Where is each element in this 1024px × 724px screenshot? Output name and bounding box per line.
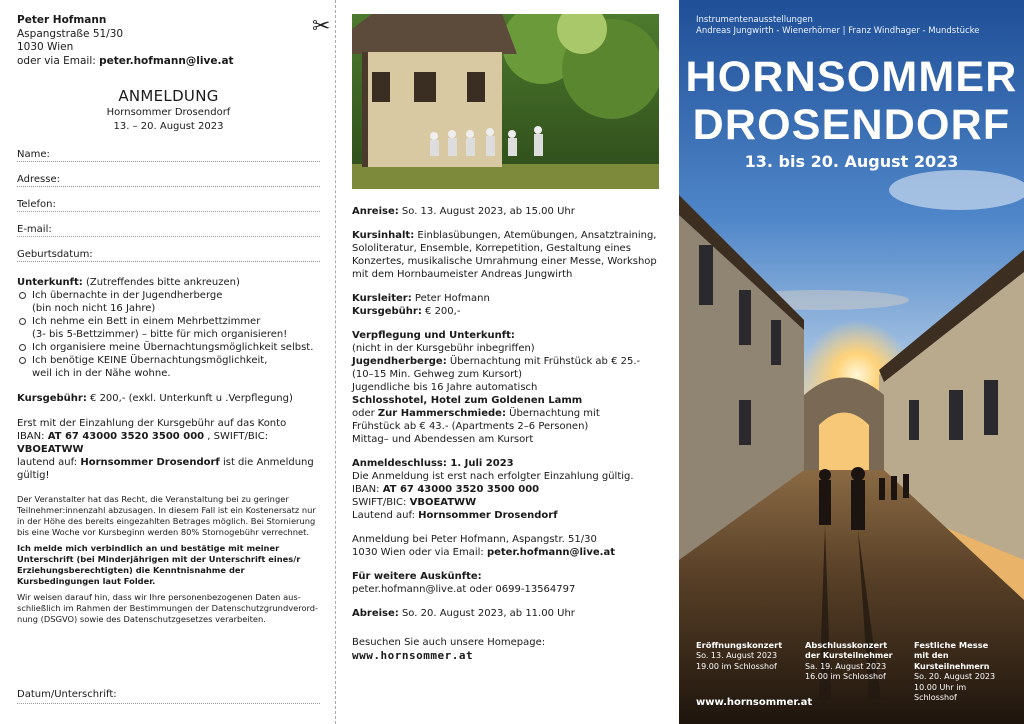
cover-url[interactable]: www.hornsommer.at bbox=[696, 697, 813, 708]
option-detail: weil ich in der Nähe wohne. bbox=[32, 368, 171, 380]
info-label: Für weitere Auskünfte: bbox=[352, 571, 482, 582]
cover-title-line2: DROSENDORF bbox=[692, 101, 1011, 149]
leader-fee bbox=[352, 292, 666, 318]
accommodation-option-none[interactable] bbox=[17, 354, 320, 380]
event-time: 19.00 im Schlosshof bbox=[696, 661, 777, 671]
option-label: Ich nehme ein Bett in einem Mehrbettzimmer bbox=[32, 316, 261, 328]
or-text: oder bbox=[352, 408, 378, 419]
exhibitions-text bbox=[696, 15, 979, 38]
iban-value: AT 67 43000 3520 3500 000 bbox=[47, 431, 205, 443]
event-title: Eröffnungskonzert bbox=[696, 640, 783, 650]
hammer-text2: Frühstück ab € 43.- (Apartments 2–6 Personen) bbox=[352, 421, 589, 432]
radio-icon[interactable] bbox=[19, 357, 26, 364]
cover-dates: 13. bis 20. August 2023 bbox=[744, 152, 959, 171]
event-subtitle: der Kursteilnehmer bbox=[805, 651, 893, 661]
contact-city: 1030 Wien bbox=[17, 41, 74, 54]
form-title: ANMELDUNG bbox=[118, 86, 219, 105]
departure-label: Abreise: bbox=[352, 608, 399, 619]
exhibitions-title: Instrumentenausstellungen bbox=[696, 15, 813, 25]
ensemble-photo bbox=[352, 14, 659, 189]
contact-street: Aspangstraße 51/30 bbox=[17, 27, 124, 40]
event-date: Sa. 19. August 2023 bbox=[805, 661, 887, 671]
form-fields bbox=[17, 147, 320, 262]
leader-text: Peter Hofmann bbox=[411, 293, 490, 304]
board-label: Verpflegung und Unterkunft: bbox=[352, 330, 515, 341]
cover-title-line1: HORNSOMMER bbox=[685, 53, 1018, 101]
event-time: 10.00 Uhr im Schlosshof bbox=[914, 682, 967, 702]
course-content bbox=[352, 229, 666, 281]
register-prefix: 1030 Wien oder via Email: bbox=[352, 547, 487, 558]
scissors-icon: ✂ bbox=[312, 14, 331, 39]
cut-line bbox=[335, 0, 336, 724]
account-holder: Hornsommer Drosendorf bbox=[418, 510, 558, 521]
contact-email[interactable]: peter.hofmann@live.at bbox=[99, 54, 234, 67]
departure-text: So. 20. August 2023, ab 11.00 Uhr bbox=[398, 608, 575, 619]
privacy-notice: Wir weisen darauf hin, dass wir Ihre personenbezogenen Daten aus-schließlich im Rahmen der Bestimmungen der Datenschutzgrundverord-nung (DSGVO) sowie des Datenschutzgesetzes verarbeiten. bbox=[17, 592, 319, 625]
departure-info bbox=[352, 607, 666, 620]
meals-text: Mittag– und Abendessen am Kursort bbox=[352, 434, 534, 445]
deadline-text: Die Anmeldung ist erst nach erfolgter Einzahlung gültig. bbox=[352, 471, 634, 482]
signature-field[interactable]: Datum/Unterschrift: bbox=[17, 688, 320, 704]
board-note: (nicht in der Kursgebühr inbegriffen) bbox=[352, 343, 535, 354]
account-holder-label: Lautend auf: bbox=[352, 510, 419, 521]
hostel-youth: Jugendliche bis 16 Jahre automatisch bbox=[352, 382, 538, 393]
exhibitions-makers: Andreas Jungwirth - Wienerhörner | Franz Windhager - Mundstücke bbox=[696, 26, 980, 37]
homepage-text: Besuchen Sie auch unsere Homepage: bbox=[352, 637, 546, 648]
homepage-info bbox=[352, 636, 666, 663]
iban-label: IBAN: bbox=[352, 484, 383, 495]
hotel-name: Schlosshotel, Hotel zum Goldenen Lamm bbox=[352, 395, 583, 406]
birthdate-field[interactable]: Geburtsdatum: bbox=[17, 247, 320, 262]
payment-line: Erst mit der Einzahlung der Kursgebühr auf das Konto bbox=[17, 418, 287, 430]
more-info bbox=[352, 570, 666, 596]
fee-text: € 200,- (exkl. Unterkunft u .Verpflegung) bbox=[86, 393, 293, 405]
option-detail: (bin noch nicht 16 Jahre) bbox=[32, 303, 156, 315]
event-mass bbox=[914, 640, 1009, 703]
accommodation-section bbox=[17, 276, 320, 380]
homepage-link[interactable]: www.hornsommer.at bbox=[352, 649, 474, 662]
info-text: peter.hofmann@live.at oder 0699-13564797 bbox=[352, 584, 576, 595]
swift-label: SWIFT/BIC: bbox=[352, 497, 410, 508]
arrival-label: Anreise: bbox=[352, 206, 399, 217]
iban-value: AT 67 43000 3520 3500 000 bbox=[382, 484, 540, 495]
form-dates: 13. – 20. August 2023 bbox=[113, 120, 224, 132]
swift-value: VBOEATWW bbox=[409, 497, 477, 508]
radio-icon[interactable] bbox=[19, 344, 26, 351]
hammer-text: Übernachtung mit bbox=[505, 408, 600, 419]
account-holder: Hornsommer Drosendorf bbox=[80, 457, 220, 469]
registration-deadline bbox=[352, 457, 666, 522]
deadline-label: Anmeldeschluss: 1. Juli 2023 bbox=[352, 458, 514, 469]
course-info-panel bbox=[338, 0, 678, 724]
fee-text: € 200,- bbox=[421, 306, 461, 317]
cover-panel bbox=[679, 0, 1024, 724]
register-with bbox=[352, 533, 666, 559]
email-field[interactable]: E-mail: bbox=[17, 222, 320, 237]
fee-line bbox=[17, 392, 320, 405]
option-label: Ich benötige KEINE Übernachtungsmöglichkeit, bbox=[32, 355, 268, 367]
arrival-info bbox=[352, 205, 666, 218]
cancellation-terms: Der Veranstalter hat das Recht, die Veranstaltung bei zu geringer Teilnehmer:innenzahl abzusagen. In diesem Fall ist ein Kostenersatz nur in der Höhe des bereits eingezahlten Betrages möglich. Bei Stornierung bis eine Woche vor Kursbeginn werden 80% Stornogebühr verrechnet. bbox=[17, 494, 316, 538]
binding-statement: Ich melde mich verbindlich an und bestätige mit meiner Unterschrift (bei Minderjährigen mit der Unterschrift eines/r Erziehungsberechtigten) die Kenntnisnahme der Kursbedingungen laut Folder. bbox=[17, 543, 301, 587]
arrival-text: So. 13. August 2023, ab 15.00 Uhr bbox=[398, 206, 575, 217]
option-label: Ich übernachte in der Jugendherberge bbox=[32, 290, 223, 302]
radio-icon[interactable] bbox=[19, 292, 26, 299]
accommodation-note: (Zutreffendes bitte ankreuzen) bbox=[82, 277, 240, 289]
swift-value: VBOEATWW bbox=[17, 444, 84, 456]
option-detail: (3- bis 5-Bettzimmer) – bitte für mich organisieren! bbox=[32, 329, 288, 341]
fee-label: Kursgebühr: bbox=[17, 393, 87, 405]
payment-suffix: ist die Anmeldung gültig! bbox=[17, 457, 314, 482]
iban-label: IBAN: bbox=[17, 431, 48, 443]
hostel-text: Übernachtung mit Frühstück ab € 25.- bbox=[446, 356, 641, 367]
phone-field[interactable]: Telefon: bbox=[17, 197, 320, 212]
hostel-walk: (10–15 Min. Gehweg zum Kursort) bbox=[352, 369, 523, 380]
contact-address bbox=[17, 14, 320, 69]
swift-label: , SWIFT/BIC: bbox=[204, 431, 269, 443]
leader-label: Kursleiter: bbox=[352, 293, 412, 304]
event-closing bbox=[805, 640, 900, 703]
event-time: 16.00 im Schlosshof bbox=[805, 672, 886, 682]
event-list bbox=[696, 640, 1016, 703]
contact-email-prefix: oder via Email: bbox=[17, 54, 100, 67]
accommodation-option-self[interactable] bbox=[17, 341, 320, 354]
content-text: Einblasübungen, Atemübungen, Ansatztraining, Sololiteratur, Ensemble, Korrepetition, Gestaltung eines Konzertes, musikalische Umrahmung einer Messe, Workshop mit dem Hornbaumeister Andreas Jungwirth bbox=[352, 230, 657, 280]
accommodation-label: Unterkunft: bbox=[17, 277, 83, 289]
form-event: Hornsommer Drosendorf bbox=[106, 107, 231, 119]
payment-info bbox=[17, 417, 320, 482]
hammer-label: Zur Hammerschmiede: bbox=[377, 408, 506, 419]
accommodation-option-hostel[interactable] bbox=[17, 289, 320, 315]
event-title: Abschlusskonzert bbox=[805, 640, 888, 650]
contact-name: Peter Hofmann bbox=[17, 14, 107, 26]
hostel-label: Jugendherberge: bbox=[352, 356, 447, 367]
event-subtitle: mit den Kursteilnehmern bbox=[914, 651, 990, 671]
fee-label: Kursgebühr: bbox=[352, 306, 422, 317]
name-field[interactable]: Name: bbox=[17, 147, 320, 162]
option-label: Ich organisiere meine Übernachtungsmöglichkeit selbst. bbox=[32, 342, 314, 354]
register-email[interactable]: peter.hofmann@live.at bbox=[486, 547, 615, 558]
event-date: So. 20. August 2023 bbox=[914, 672, 996, 682]
event-date: So. 13. August 2023 bbox=[696, 651, 778, 661]
board-lodging bbox=[352, 329, 666, 446]
event-title: Festliche Messe bbox=[914, 640, 989, 650]
event-opening bbox=[696, 640, 791, 703]
register-line: Anmeldung bei Peter Hofmann, Aspangstr. 51/30 bbox=[352, 534, 597, 545]
registration-panel bbox=[0, 0, 336, 724]
accommodation-option-shared-room[interactable] bbox=[17, 315, 320, 341]
radio-icon[interactable] bbox=[19, 318, 26, 325]
account-holder-label: lautend auf: bbox=[17, 457, 81, 469]
address-field[interactable]: Adresse: bbox=[17, 172, 320, 187]
content-label: Kursinhalt: bbox=[352, 230, 415, 241]
